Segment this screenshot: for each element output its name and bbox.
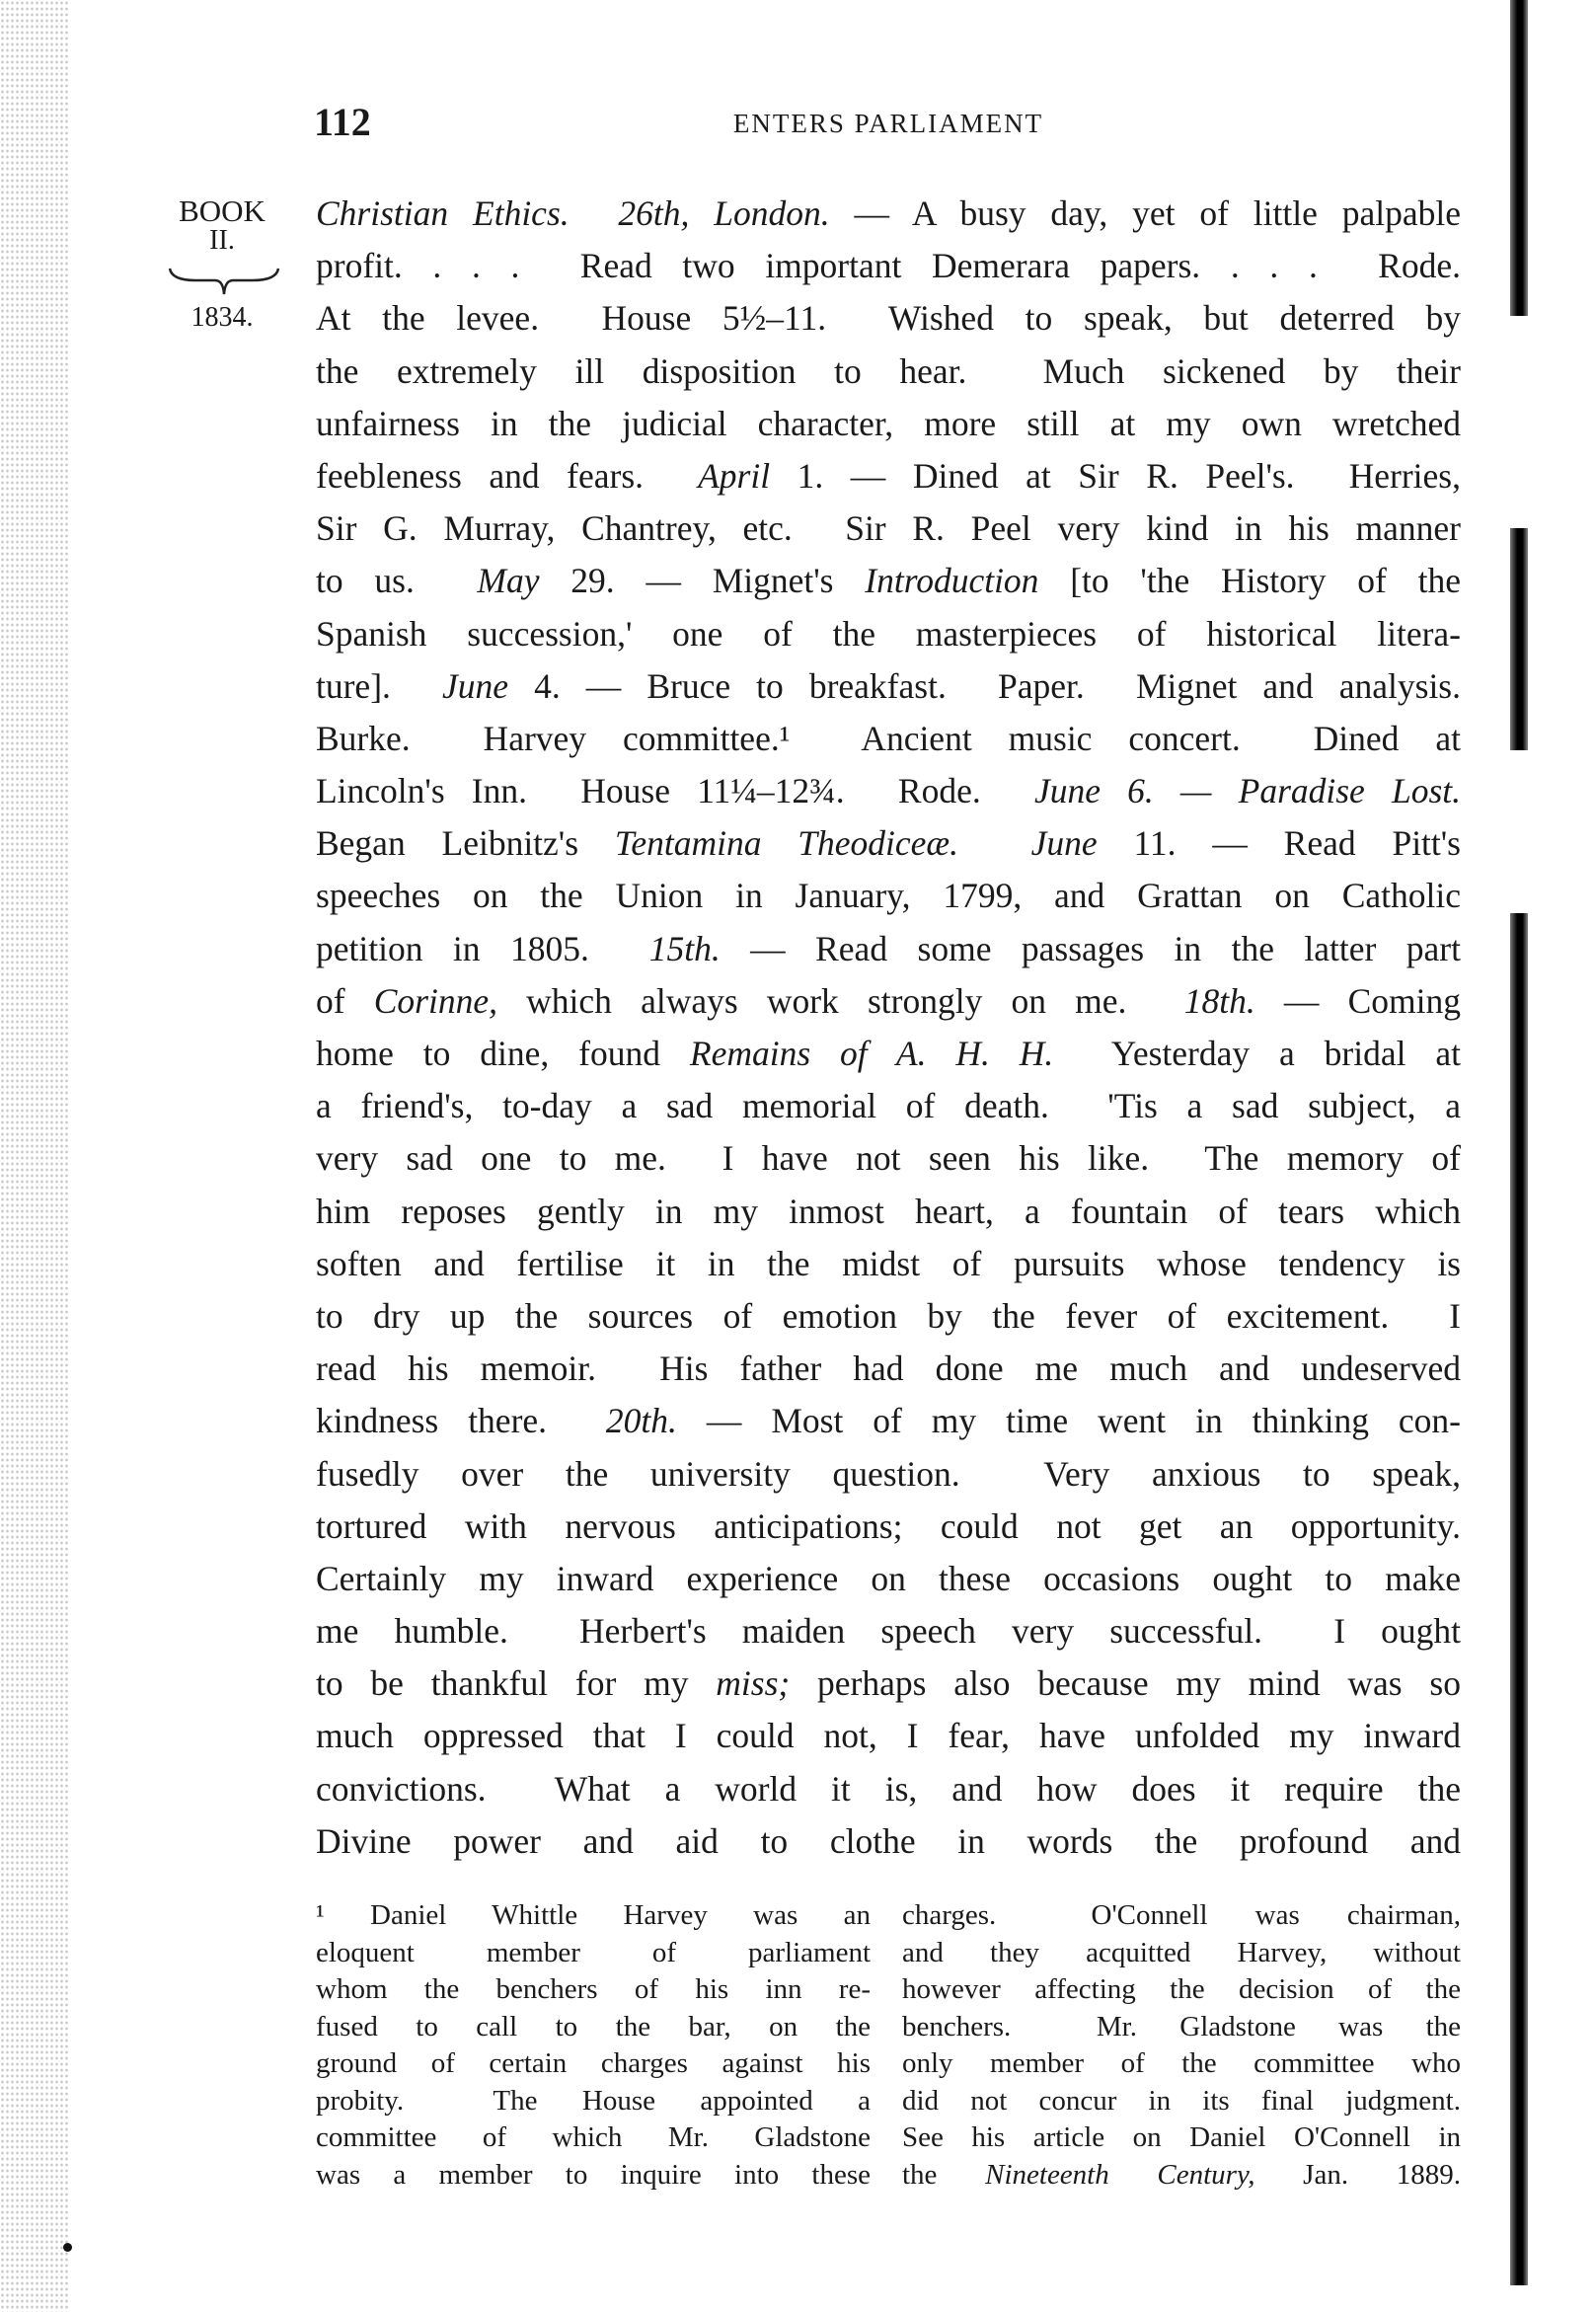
footnote-right-column (902, 1897, 1461, 2194)
body-text (316, 188, 1461, 1868)
text: a friend's, to-day a sad memorial of death. 'Tis a sad subject, a (316, 1086, 1461, 1126)
italic-text: May (477, 561, 540, 601)
text: soften and fertilise it in the midst of pursuits whose tendency is (316, 1243, 1461, 1283)
text: — Most of my time went in thinking con- (676, 1401, 1461, 1441)
text: profit. . . . Read two important Demerara papers. . . . Rode. (316, 246, 1461, 286)
text-line (316, 608, 1461, 660)
text: me humble. Herbert's maiden speech very successful. I ought (316, 1611, 1461, 1652)
text: At the levee. House 5½–11. Wished to speak, but deterred by (316, 298, 1461, 339)
text: the (902, 2158, 986, 2191)
text: Began Leibnitz's (316, 823, 615, 864)
text-line (316, 1710, 1461, 1762)
italic-text: 15th. (648, 928, 721, 968)
text: him reposes gently in my inmost heart, a fountain of tears which (316, 1191, 1461, 1231)
text: ground of certain charges against his (316, 2047, 871, 2079)
text-line (316, 1028, 1461, 1080)
margin-book: BOOK (179, 193, 266, 228)
text-line (316, 1080, 1461, 1132)
text: — A busy day, yet of little palpable (829, 193, 1461, 233)
text (958, 823, 1031, 863)
text-line (316, 975, 1461, 1028)
text-line (316, 1657, 1461, 1710)
scan-edge-shadow (1510, 528, 1528, 750)
italic-text: Christian Ethics. (316, 193, 570, 233)
text-line (316, 1448, 1461, 1501)
italic-text: April (698, 455, 771, 496)
text: which always work strongly on me. (497, 980, 1184, 1021)
text: perhaps also because my mind was so (790, 1663, 1461, 1704)
text: kindness there. (316, 1401, 606, 1441)
text: fusedly over the university question. Very anxious to speak, (316, 1453, 1461, 1494)
text: was a member to inquire into these (316, 2158, 871, 2191)
text: convictions. What a world it is, and how does it require the (316, 1768, 1461, 1809)
text: feebleness and fears. (316, 455, 699, 496)
margin-year: 1834. (190, 302, 254, 333)
text-line (902, 2045, 1461, 2083)
text-line (316, 2157, 871, 2195)
text: tortured with nervous anticipations; could not get an opportunity. (316, 1505, 1461, 1546)
text-line (316, 660, 1461, 713)
text-line (316, 870, 1461, 922)
italic-text: 18th. (1183, 980, 1255, 1021)
text: charges. O'Connell was chairman, (902, 1899, 1461, 1931)
text-line (316, 1763, 1461, 1815)
text: to dry up the sources of emotion by the fever of excitement. I (316, 1295, 1461, 1336)
text-line (316, 450, 1461, 502)
italic-text: Nineteenth Century, (985, 2158, 1255, 2191)
text-line (316, 188, 1461, 240)
text-line (316, 1132, 1461, 1185)
text-line (316, 2045, 871, 2083)
italic-text: 26th, London. (618, 193, 830, 233)
text: Spanish succession,' one of the masterpieces of historical litera- (316, 613, 1461, 654)
text-line (902, 2009, 1461, 2046)
scan-edge-shadow (1510, 0, 1528, 316)
text-line (902, 2157, 1461, 2195)
text: however affecting the decision of the (902, 1973, 1461, 2005)
text: ¹ Daniel Whittle Harvey was an (316, 1899, 871, 1931)
text-line (316, 1343, 1461, 1395)
text: Jan. 1889. (1254, 2158, 1461, 2191)
text-line (316, 817, 1461, 870)
text: and they acquitted Harvey, without (902, 1936, 1461, 1968)
italic-text: June 6. — Paradise Lost. (1034, 771, 1461, 811)
text-line (316, 502, 1461, 555)
italic-text: 20th. (605, 1401, 677, 1441)
scan-dot (63, 2243, 72, 2252)
text-line (316, 1238, 1461, 1290)
text: to be thankful for my (316, 1663, 717, 1704)
text-line (316, 1605, 1461, 1657)
text-line (902, 1971, 1461, 2009)
text: whom the benchers of his inn re- (316, 1973, 871, 2005)
text-line (902, 2083, 1461, 2120)
text: — Read some passages in the latter part (720, 928, 1461, 968)
text-line (902, 1897, 1461, 1935)
text: committee of which Mr. Gladstone (316, 2121, 871, 2153)
text: to us. (316, 561, 478, 601)
text: Lincoln's Inn. House 11¼–12¾. Rode. (316, 771, 1035, 811)
text-line (316, 2009, 871, 2046)
text: Certainly my inward experience on these occasions ought to make (316, 1558, 1461, 1598)
text-line (316, 1935, 871, 1972)
brace-icon (166, 265, 282, 304)
text-line (316, 1553, 1461, 1605)
text: 1. — Dined at Sir R. Peel's. Herries, (770, 455, 1461, 496)
text-line (316, 1815, 1461, 1868)
text: very sad one to me. I have not seen his like. The memory of (316, 1138, 1461, 1179)
italic-text: Remains of A. H. H. (689, 1034, 1054, 1073)
text: See his article on Daniel O'Connell in (902, 2121, 1461, 2153)
text-line (316, 555, 1461, 607)
text: [to 'the History of the (1038, 561, 1461, 601)
text-line (316, 346, 1461, 398)
text-line (316, 1897, 871, 1935)
text: Sir G. Murray, Chantrey, etc. Sir R. Peel very kind in his manner (316, 508, 1461, 549)
text-line (316, 923, 1461, 975)
text-line (316, 1290, 1461, 1343)
footnote-left-column (316, 1897, 871, 2194)
running-title: ENTERS PARLIAMENT (732, 109, 1044, 138)
text: the extremely ill disposition to hear. Much sickened by their (316, 350, 1461, 391)
text: probity. The House appointed a (316, 2084, 871, 2117)
text-line (316, 398, 1461, 450)
italic-text: June (1030, 823, 1098, 864)
text: of (316, 980, 374, 1021)
italic-text: Introduction (865, 561, 1039, 601)
text: eloquent member of parliament (316, 1936, 871, 1968)
text-line (316, 240, 1461, 292)
text: Burke. Harvey committee.¹ Ancient music concert. Dined at (316, 718, 1461, 758)
margin-book-number: II. (209, 225, 235, 256)
scan-edge-shadow (1510, 913, 1528, 2285)
italic-text: June (442, 665, 509, 706)
text: speeches on the Union in January, 1799, and Grattan on Catholic (316, 876, 1461, 916)
text-line (316, 765, 1461, 817)
text-line (316, 1186, 1461, 1238)
text: only member of the committee who (902, 2047, 1461, 2079)
text-line (902, 1935, 1461, 1972)
text-line (316, 2083, 871, 2120)
text: much oppressed that I could not, I fear, have unfolded my inward (316, 1716, 1461, 1756)
italic-text: miss; (716, 1663, 791, 1704)
italic-text: Corinne, (373, 980, 497, 1021)
text: did not concur in its final judgment. (902, 2084, 1461, 2117)
scan-edge-speckle (0, 0, 69, 2312)
text: read his memoir. His father had done me much and undeserved (316, 1349, 1461, 1389)
italic-text: Tentamina Theodiceæ. (614, 823, 958, 864)
text-line (902, 2119, 1461, 2157)
text: home to dine, found (316, 1034, 690, 1073)
text: fused to call to the bar, on the (316, 2010, 871, 2042)
text: 11. — Read Pitt's (1097, 823, 1461, 864)
text: unfairness in the judicial character, more still at my own wretched (316, 403, 1461, 443)
page-number: 112 (314, 100, 371, 144)
text: benchers. Mr. Gladstone was the (902, 2010, 1461, 2042)
text-line (316, 1501, 1461, 1553)
text: — Coming (1254, 980, 1461, 1021)
text-line (316, 2119, 871, 2157)
text (570, 193, 619, 233)
text-line (316, 1971, 871, 2009)
text: ture]. (316, 665, 443, 706)
text-line (316, 292, 1461, 345)
text: 4. — Bruce to breakfast. Paper. Mignet and analysis. (508, 665, 1461, 706)
text: petition in 1805. (316, 928, 649, 968)
text-line (316, 1395, 1461, 1447)
text: Divine power and aid to clothe in words the profound and (316, 1820, 1461, 1861)
text: 29. — Mignet's (539, 561, 866, 601)
text: Yesterday a bridal at (1053, 1034, 1461, 1073)
text-line (316, 713, 1461, 765)
